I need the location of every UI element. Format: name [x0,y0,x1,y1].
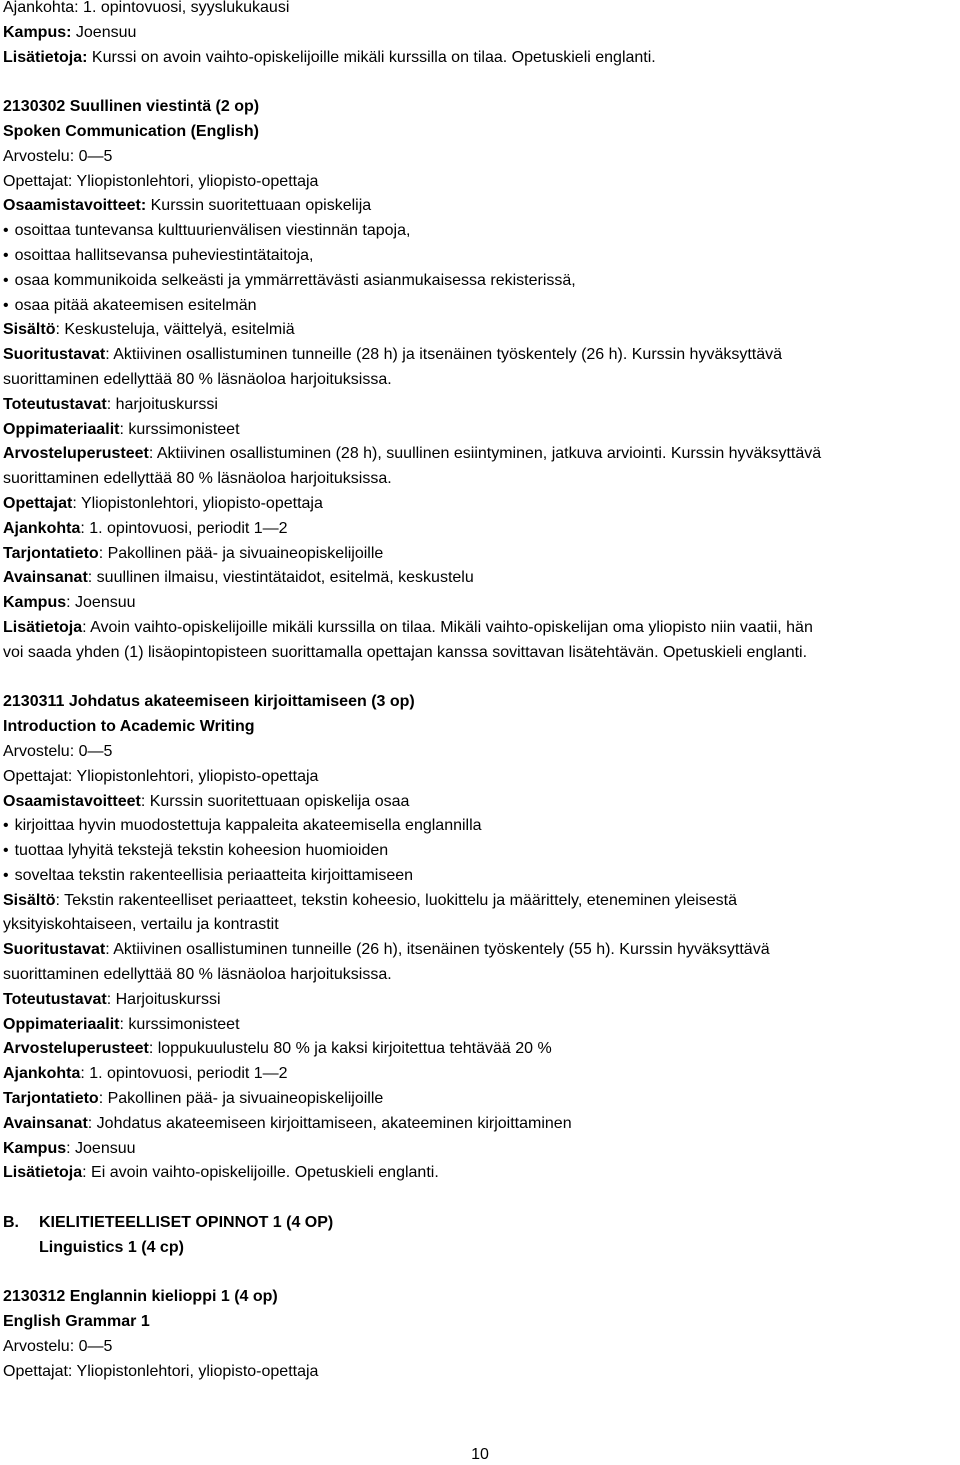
course2-suoritustavat: Suoritustavat: Aktiivinen osallistuminen tunneille (26 h), itsenäinen työskentely (55 h). Kurssin hyväksyttävä [3,941,770,959]
course2-bullet: • kirjoittaa hyvin muodostettuja kappaleita akateemisella englannilla [3,814,953,839]
course2-toteutustavat: Toteutustavat: Harjoituskurssi [3,990,221,1008]
course2-arvostelu: Arvostelu: 0—5 [3,742,113,760]
course2-english-title: Introduction to Academic Writing [3,718,255,736]
course3-title: 2130312 Englannin kielioppi 1 (4 op) [3,1288,278,1306]
top-kampus: Kampus: Joensuu [3,23,137,41]
course1-osaamistavoitteet: Osaamistavoitteet: Kurssin suoritettuaan opiskelija [3,197,372,215]
course2-arvosteluperusteet: Arvosteluperusteet: loppukuulustelu 80 % ja kaksi kirjoitettua tehtävää 20 % [3,1040,552,1058]
course1-arvostelu: Arvostelu: 0—5 [3,147,113,165]
course2-bullet: • tuottaa lyhyitä tekstejä tekstin koheesion huomioiden [3,839,953,864]
course2-ajankohta: Ajankohta: 1. opintovuosi, periodit 1—2 [3,1065,288,1083]
course1-arvosteluperusteet-cont: suorittaminen edellyttää 80 % läsnäoloa harjoituksissa. [3,470,392,488]
course2-lisatietoja: Lisätietoja: Ei avoin vaihto-opiskelijoille. Opetuskieli englanti. [3,1164,439,1182]
course1-ajankohta: Ajankohta: 1. opintovuosi, periodit 1—2 [3,519,288,537]
section-b-subtitle: Linguistics 1 (4 cp) [39,1238,184,1256]
course1-toteutustavat: Toteutustavat: harjoituskurssi [3,395,218,413]
course2-suoritustavat-cont: suorittaminen edellyttää 80 % läsnäoloa harjoituksissa. [3,966,392,984]
document-page [3,0,953,1385]
top-ajankohta: Ajankohta: 1. opintovuosi, syyslukukausi [3,0,290,16]
course1-title: 2130302 Suullinen viestintä (2 op) [3,98,260,116]
section-b-heading: B. KIELITIETEELLISET OPINNOT 1 (4 OP) [3,1214,334,1232]
course2-kampus: Kampus: Joensuu [3,1139,136,1157]
course2-sisalto-cont: yksityiskohtaiseen, vertailu ja kontrastit [3,916,279,934]
course1-sisalto: Sisältö: Keskusteluja, väittelyä, esitelmiä [3,321,295,339]
course2-title: 2130311 Johdatus akateemiseen kirjoittamiseen (3 op) [3,693,415,711]
course2-oppimateriaalit: Oppimateriaalit: kurssimonisteet [3,1015,240,1033]
course1-opettajat: Opettajat: Yliopistonlehtori, yliopisto-opettaja [3,172,319,190]
course1-tarjontatieto: Tarjontatieto: Pakollinen pää- ja sivuaineopiskelijoille [3,544,384,562]
course1-bullet: • osaa kommunikoida selkeästi ja ymmärrettävästi asianmukaisessa rekisterissä, [3,269,953,294]
course2-sisalto: Sisältö: Tekstin rakenteelliset periaatteet, tekstin koheesio, luokittelu ja määrittely, eteneminen yleisestä [3,891,738,909]
course1-suoritustavat: Suoritustavat: Aktiivinen osallistuminen tunneille (28 h) ja itsenäinen työskentely (26 h). Kurssin hyväksyttävä [3,346,783,364]
top-lisatietoja: Lisätietoja: Kurssi on avoin vaihto-opiskelijoille mikäli kurssilla on tilaa. Opetuskieli englanti. [3,48,656,66]
course1-suoritustavat-cont: suorittaminen edellyttää 80 % läsnäoloa harjoituksissa. [3,370,392,388]
course3-opettajat: Opettajat: Yliopistonlehtori, yliopisto-opettaja [3,1362,319,1380]
course1-oppimateriaalit: Oppimateriaalit: kurssimonisteet [3,420,240,438]
course3-arvostelu: Arvostelu: 0—5 [3,1338,113,1356]
course1-bullet: • osoittaa tuntevansa kulttuurienvälisen viestinnän tapoja, [3,219,953,244]
page-number: 10 [471,1446,489,1463]
course1-avainsanat: Avainsanat: suullinen ilmaisu, viestintätaidot, esitelmä, keskustelu [3,569,474,587]
course2-bullet: • soveltaa tekstin rakenteellisia periaatteita kirjoittamiseen [3,864,953,889]
course1-kampus: Kampus: Joensuu [3,594,136,612]
course2-avainsanat: Avainsanat: Johdatus akateemiseen kirjoittamiseen, akateeminen kirjoittaminen [3,1114,572,1132]
course1-lisatietoja: Lisätietoja: Avoin vaihto-opiskelijoille mikäli kurssilla on tilaa. Mikäli vaihto-opiskelijan oma yliopisto niin vaatii, hän [3,618,813,636]
course2-opettajat: Opettajat: Yliopistonlehtori, yliopisto-opettaja [3,767,319,785]
course1-lisatietoja-cont: voi saada yhden (1) lisäopintopisteen suorittamalla opettajan kanssa sovittavan lisätehtävän. Opetuskieli englanti. [3,643,808,661]
course2-tarjontatieto: Tarjontatieto: Pakollinen pää- ja sivuaineopiskelijoille [3,1090,384,1108]
course1-arvosteluperusteet: Arvosteluperusteet: Aktiivinen osallistuminen (28 h), suullinen esiintyminen, jatkuva arviointi. Kurssin hyväksyttävä [3,445,822,463]
course1-bullet: • osaa pitää akateemisen esitelmän [3,294,953,319]
course1-opettajat2: Opettajat: Yliopistonlehtori, yliopisto-opettaja [3,494,323,512]
course1-bullet: • osoittaa hallitsevansa puheviestintätaitoja, [3,244,953,269]
course1-english-title: Spoken Communication (English) [3,122,260,140]
course2-osaamistavoitteet: Osaamistavoitteet: Kurssin suoritettuaan opiskelija osaa [3,792,410,810]
course3-english-title: English Grammar 1 [3,1313,150,1331]
